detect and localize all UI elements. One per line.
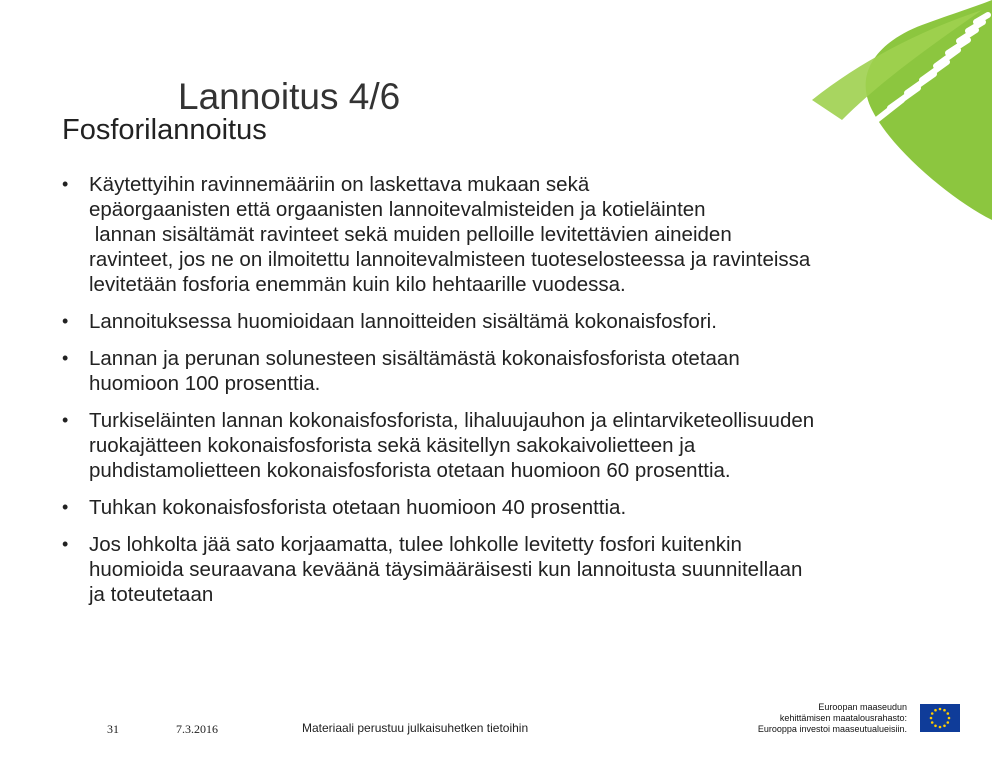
- footer-note: Materiaali perustuu julkaisuhetken tietoihin: [302, 721, 529, 735]
- bullet-list: [62, 172, 967, 619]
- bullet-line: puhdistamolietteen kokonaisfosforista otetaan huomioon 60 prosenttia.: [89, 459, 731, 482]
- bullet-item: [62, 172, 967, 297]
- eu-funding-line: Euroopan maaseudun: [818, 702, 907, 712]
- eu-flag-icon: [920, 704, 960, 732]
- bullet-glyph: •: [62, 534, 69, 554]
- page-number: 31: [107, 722, 119, 736]
- bullet-line: Lannoituksessa huomioidaan lannoitteiden sisältämä kokonaisfosfori.: [89, 310, 717, 333]
- bullet-glyph: •: [62, 174, 69, 194]
- eu-funding-line: Eurooppa investoi maaseutualueisiin.: [757, 724, 907, 734]
- bullet-line: Käytettyihin ravinnemääriin on laskettava mukaan sekä: [89, 173, 590, 196]
- eu-funding-text: [758, 702, 907, 735]
- footer-date: 7.3.2016: [176, 722, 218, 736]
- bullet-line: Jos lohkolta jää sato korjaamatta, tulee lohkolle levitetty fosfori kuitenkin: [89, 533, 742, 556]
- bullet-line: ja toteutetaan: [89, 583, 214, 606]
- bullet-line: levitetään fosforia enemmän kuin kilo hehtaarille vuodessa.: [89, 273, 626, 296]
- bullet-line: Tuhkan kokonaisfosforista otetaan huomioon 40 prosenttia.: [89, 496, 627, 519]
- bullet-glyph: •: [62, 311, 69, 331]
- bullet-item: [62, 532, 967, 607]
- bullet-line: huomioon 100 prosenttia.: [89, 372, 321, 395]
- eu-funding-line: kehittämisen maatalousrahasto:: [779, 713, 907, 723]
- bullet-item: [62, 495, 967, 520]
- bullet-line: huomioida seuraavana keväänä täysimääräisesti kun lannoitusta suunnitellaan: [89, 558, 803, 581]
- bullet-line: lannan sisältämät ravinteet sekä muiden pelloille levitettävien aineiden: [89, 223, 732, 246]
- bullet-line: ruokajätteen kokonaisfosforista sekä käsitellyn sakokaivolietteen ja: [89, 434, 696, 457]
- bullet-line: epäorgaanisten että orgaanisten lannoitevalmisteiden ja kotieläinten: [89, 198, 706, 221]
- bullet-item: [62, 346, 967, 396]
- bullet-glyph: •: [62, 410, 69, 430]
- bullet-glyph: •: [62, 497, 69, 517]
- bullet-glyph: •: [62, 348, 69, 368]
- bullet-line: Lannan ja perunan solunesteen sisältämästä kokonaisfosforista otetaan: [89, 347, 740, 370]
- bullet-item: [62, 408, 967, 483]
- bullet-line: Turkiseläinten lannan kokonaisfosforista, lihaluujauhon ja elintarviketeollisuuden: [89, 409, 815, 432]
- slide-subtitle: Fosforilannoitus: [62, 114, 267, 146]
- bullet-item: [62, 309, 967, 334]
- slide-footer: [0, 702, 992, 758]
- bullet-line: ravinteet, jos ne on ilmoitettu lannoitevalmisteen tuoteselosteessa ja ravinteissa: [89, 248, 811, 271]
- slide-title: Lannoitus 4/6: [178, 76, 401, 117]
